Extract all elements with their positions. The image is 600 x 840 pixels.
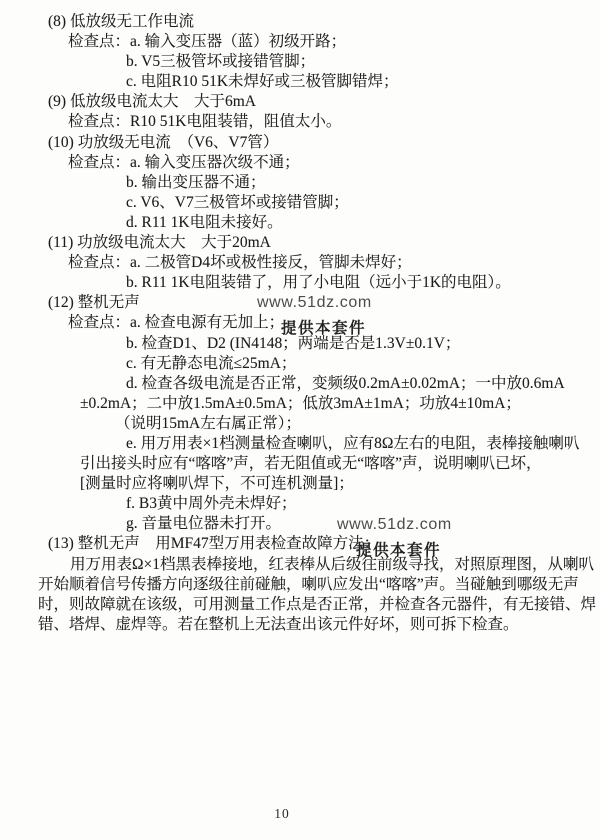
text-line: 引出接头时应有“喀喀”声，若无阻值或无“喀喀”声，说明喇叭已坏， [80,455,542,473]
text-line: 用万用表Ω×1档黑表棒接地，红表棒从后级往前级寻找，对照原理图，从喇叭 [70,555,595,573]
text-line: g. 音量电位器未打开。 [126,515,282,533]
text-line: 检查点：a. 输入变压器（蓝）初级开路； [68,33,347,51]
text-line: e. 用万用表×1档测量检查喇叭，应有8Ω左右的电阻，表棒接触喇叭 [126,434,580,452]
text-line: (13) 整机无声 用MF47型万用表检查故障方法： [48,535,380,553]
text-line: c. 电阻R10 51K未焊好或三极管脚错焊； [126,73,399,91]
text-line: 检查点：R10 51K电阻装错，阻值太小。 [68,113,342,131]
text-line: 错、塔焊、虚焊等。若在整机上无法查出该元件好坏，则可拆下检查。 [38,615,519,633]
text-line: [测量时应将喇叭焊下，不可连机测量]； [80,475,354,493]
text-line: 开始顺着信号传播方向逐级往前碰触，喇叭应发出“喀喀”声。当碰触到哪级无声 [38,575,579,593]
text-line: c. 有无静态电流≤25mA； [126,354,297,372]
text-line: ±0.2mA；二中放1.5mA±0.5mA；低放3mA±1mA；功放4±10mA； [80,394,521,412]
text-line: (8) 低放级无工作电流 [48,13,194,30]
text-line: (9) 低放级电流太大 大于6mA [48,93,256,111]
watermark-tagline-2: 提供本套件 [356,542,442,559]
text-line: (11) 功放级电流太大 大于20mA [48,234,271,252]
text-line: f. B3黄中周外壳未焊好； [126,495,297,513]
text-line: (10) 功放级无电流 （V6、V7管） [48,133,279,151]
text-line: 检查点：a. 输入变压器次级不通； [68,153,300,171]
watermark-site-url-1: www.51dz.com [257,294,372,311]
text-line: （说明15mA左右属正常）； [115,414,302,432]
watermark-site-url-2: www.51dz.com [337,516,452,533]
text-line: c. V6、V7三极管坏或接错管脚； [126,193,349,211]
text-line: b. 检查D1、D2 (IN4148；两端是否是1.3V±0.1V； [126,334,461,352]
text-line: d. 检查各级电流是否正常，变频级0.2mA±0.02mA；一中放0.6mA [126,374,565,392]
text-line: b. R11 1K电阻装错了，用了小电阻（远小于1K的电阻）。 [126,274,511,292]
text-line: d. R11 1K电阻未接好。 [126,213,283,231]
text-line: b. V5三极管坏或接错管脚； [126,53,316,71]
text-line: 检查点：a. 检查电源有无加上； [68,314,285,332]
text-line: 时，则故障就在该级，可用测量工作点是否正常，并检查各元器件，有无接错、焊 [38,595,597,613]
text-line: 检查点：a. 二极管D4坏或极性接反，管脚未焊好； [68,254,412,272]
text-line: b. 输出变压器不通； [126,173,266,191]
text-line: (12) 整机无声 [48,294,140,312]
page-number: 10 [274,806,290,821]
watermark-tagline-1: 提供本套件 [281,320,367,337]
